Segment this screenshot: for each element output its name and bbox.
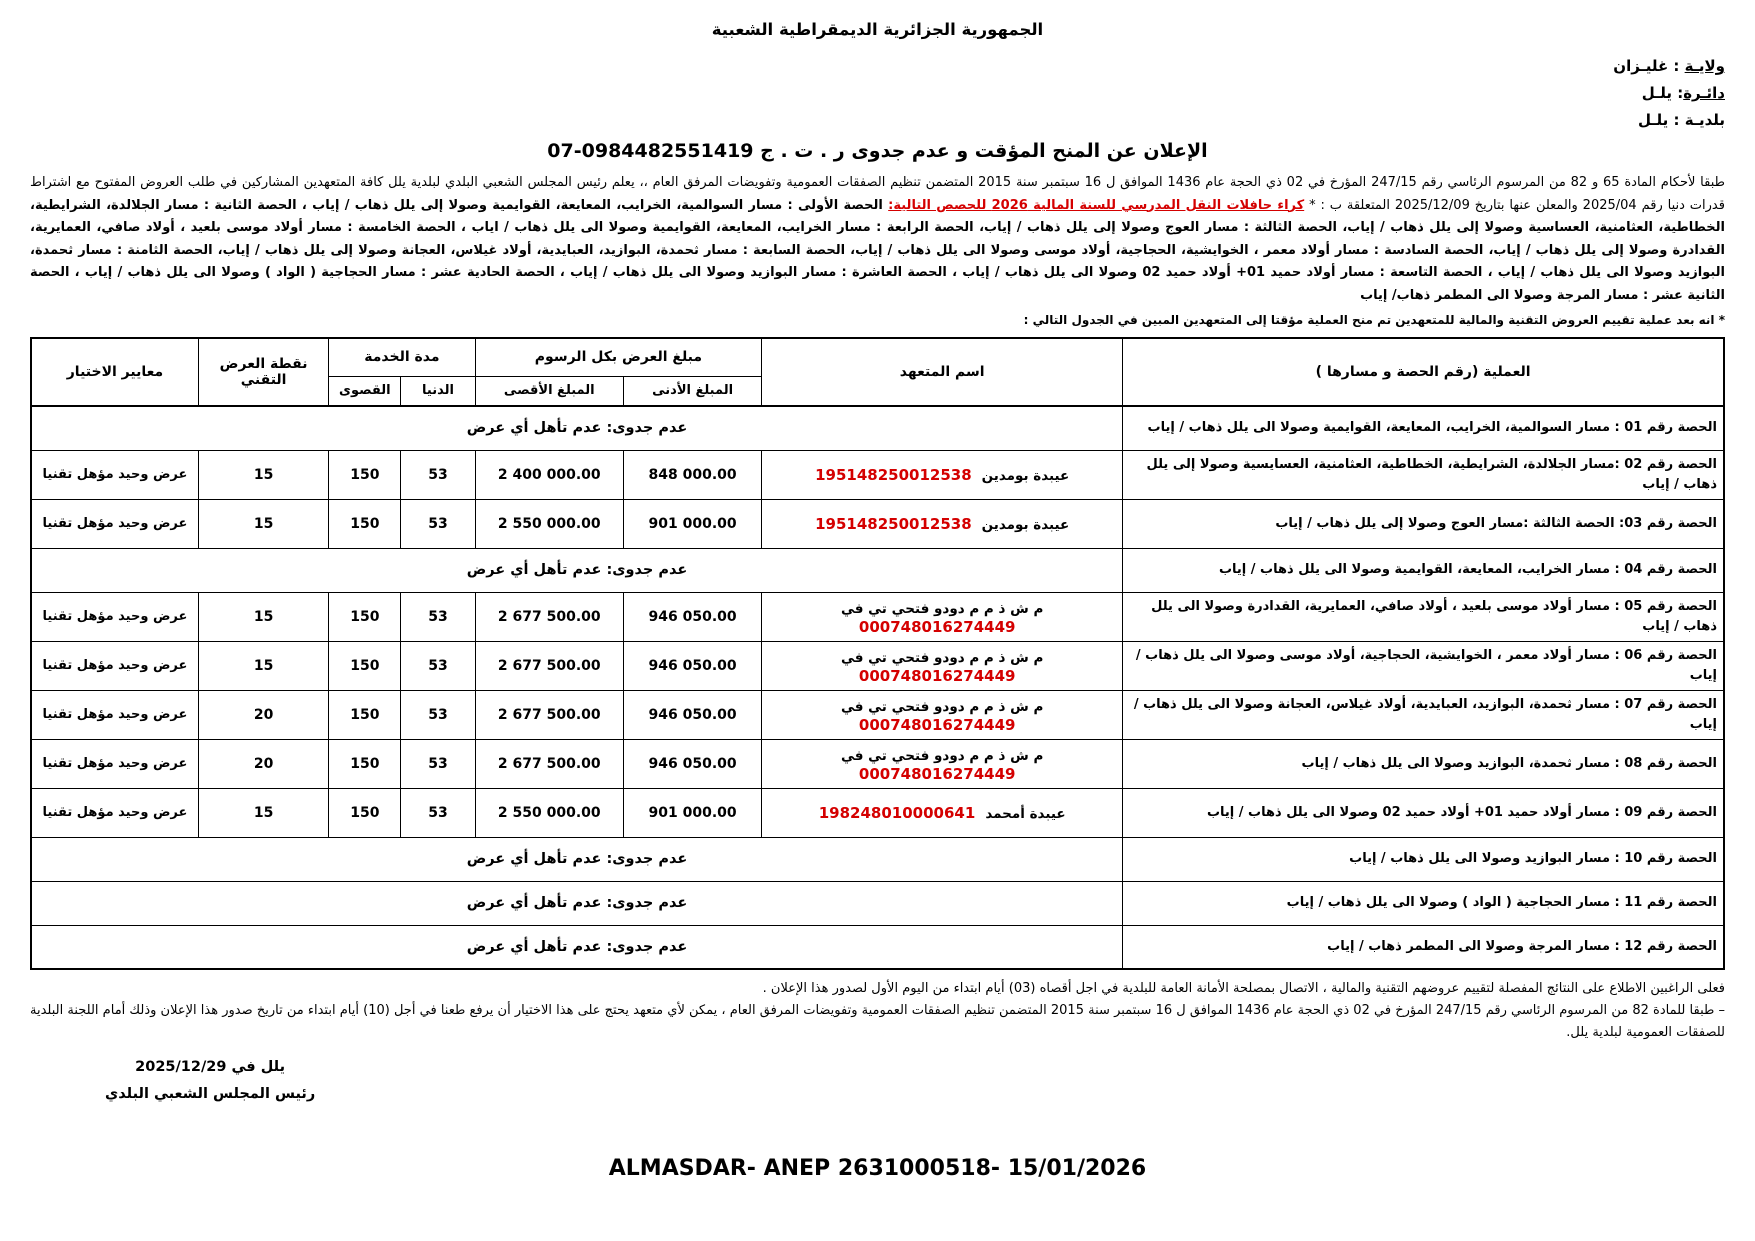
signature-title: رئيس المجلس الشعبي البلدي [105,1086,316,1102]
tech-score-cell: 15 [198,499,328,548]
duration-min-cell: 53 [401,739,475,788]
duration-max-cell: 150 [329,690,401,739]
operation-cell: الحصة رقم 09 : مسار أولاد حميد 01+ أولاد حميد 02 وصولا الى يلل ذهاب / إياب [1123,788,1724,837]
signature-block [30,1054,1725,1108]
tech-score-cell: 15 [198,641,328,690]
intro-note: * انه بعد عملية تقييم العروض التقنية والمالية للمتعهدين تم منح العملية مؤقتا إلى المتعهدين المبين في الجدول التالي : [1023,313,1725,327]
amount-min-cell: 901 000.00 [623,788,761,837]
tech-score-cell: 20 [198,739,328,788]
operation-cell: الحصة رقم 01 : مسار السوالمية، الخرايب، المعايعة، القوايمية وصولا الى يلل ذهاب / إياب [1123,406,1724,450]
tech-score-cell: 15 [198,788,328,837]
intro-paragraph [30,172,1725,307]
bidder-id: 198248010000641 [818,804,976,822]
bidder-id: 000748016274449 [858,666,1016,685]
amount-max-cell: 2 550 000.00 [475,499,623,548]
operation-cell: الحصة رقم 11 : مسار الحجاجية ( الواد ) وصولا الى يلل ذهاب / إياب [1123,881,1724,925]
duration-max-cell: 150 [329,739,401,788]
table-row-lot12 [31,925,1724,969]
col-header-criteria: معايير الاختيار [31,338,198,406]
bidder-cell [762,499,1123,548]
wilaya-value: : غليـزان [1613,57,1685,75]
page-title: الإعلان عن المنح المؤقت و عدم جدوى ر . ت . ج 0984482551419-07 [547,140,1208,162]
commune-line [30,107,1725,134]
table-row-lot04 [31,548,1724,592]
duration-max-cell: 150 [329,788,401,837]
amount-max-cell: 2 400 000.00 [475,450,623,499]
operation-cell: الحصة رقم 05 : مسار أولاد موسى بلعيد ، أولاد صافي، العمايرية، القدادرة وصولا الى يلل ذهاب / إياب [1123,592,1724,641]
table-row-lot10 [31,837,1724,881]
bidder-id: 000748016274449 [858,715,1016,734]
table-row-lot07 [31,690,1724,739]
bidder-id: 195148250012538 [815,466,972,484]
col-header-tech-score: نقطة العرض التقني [198,338,328,406]
table-row-lot02 [31,450,1724,499]
amount-min-cell: 946 050.00 [623,641,761,690]
operation-cell: الحصة رقم 04 : مسار الخرايب، المعايعة، القوايمية وصولا الى يلل ذهاب / إياب [1123,548,1724,592]
operation-cell: الحصة رقم 07 : مسار ثحمدة، البوازيد، العبايدية، أولاد غيلاس، العجانة وصولا الى يلل ذهاب / إياب [1123,690,1724,739]
amount-min-cell: 901 000.00 [623,499,761,548]
no-award-cell: عدم جدوى: عدم تأهل أي عرض [31,881,1123,925]
bidder-cell [762,592,1123,641]
criteria-cell: عرض وحيد مؤهل تقنيا [31,450,198,499]
daira-line [30,80,1725,107]
bidder-name: م ش ذ م م دودو فتحي تي في [840,698,1044,715]
bidder-cell [762,690,1123,739]
bidder-id: 195148250012538 [815,515,972,533]
bidder-name: م ش ذ م م دودو فتحي تي في [840,747,1044,764]
table-row-lot11 [31,881,1724,925]
amount-min-cell: 946 050.00 [623,690,761,739]
col-header-amount-min: المبلغ الأدنى [623,376,761,406]
duration-min-cell: 53 [401,641,475,690]
criteria-cell: عرض وحيد مؤهل تقنيا [31,499,198,548]
col-header-duration-max: القصوى [329,376,401,406]
bidder-id: 000748016274449 [858,764,1016,783]
daira-label: دائـرة [1683,84,1725,102]
col-header-amount-group: مبلغ العرض بكل الرسوم [475,338,762,376]
no-award-cell: عدم جدوى: عدم تأهل أي عرض [31,548,1123,592]
bidder-name: عيبدة أمحمد [985,806,1066,822]
criteria-cell: عرض وحيد مؤهل تقنيا [31,592,198,641]
bidder-cell [762,788,1123,837]
bidder-cell [762,739,1123,788]
duration-min-cell: 53 [401,592,475,641]
republic-header: الجمهورية الجزائرية الديمقراطية الشعبية [711,20,1044,39]
footer-note-1: فعلى الراغبين الاطلاع على النتائج المفصلة لتقييم عروضهم التقنية والمالية ، الاتصال بمصلحة الأمانة العامة للبلدية في اجل أقصاه (03) أيام ابتداء من اليوم الأول لصدور هذا الإعلان . [762,981,1725,996]
col-header-bidder: اسم المتعهد [762,338,1123,406]
no-award-cell: عدم جدوى: عدم تأهل أي عرض [31,837,1123,881]
operation-cell: الحصة رقم 06 : مسار أولاد معمر ، الخوايشية، الحجاجية، أولاد موسى وصولا الى يلل ذهاب / إياب [1123,641,1724,690]
col-header-operation: العملية (رقم الحصة و مسارها ) [1123,338,1724,406]
duration-min-cell: 53 [401,499,475,548]
duration-min-cell: 53 [401,690,475,739]
table-row-lot06 [31,641,1724,690]
signature-date: يلل في 2025/12/29 [135,1059,286,1075]
tech-score-cell: 15 [198,592,328,641]
no-award-cell: عدم جدوى: عدم تأهل أي عرض [31,406,1123,450]
footer-notes [30,978,1725,1044]
wilaya-label: ولايـة [1684,57,1725,75]
amount-max-cell: 2 677 500.00 [475,739,623,788]
bidder-name: عيبدة بومدين [981,517,1070,533]
intro-part2: الحصة الأولى : مسار السوالمية، الخرايب، المعايعة، القوايمية وصولا إلى يلل ذهاب / إياب ، الحصة الثانية : مسار الجلالدة، الشرايطية، الخطاطية، العثامنية، العساسية وصولا إلى يلل ذهاب / إياب، الحصة الثالثة : مسار العوج وصولا إلى يلل ذهاب / إياب، الحصة الرابعة : مسار الخرايب، المعايعة، القوايمية وصولا الى يلل ذهاب / اياب ، الحصة الخامسة : مسار أولاد موسى بلعيد ، أولاد صافي، العمايرية، القدادرة وصولا إلى يلل ذهاب / إياب، الحصة السادسة : مسار أولاد معمر ، الخوايشية، الحجاجية، أولاد موسى وصولا الى يلل ذهاب / إياب، الحصة السابعة : مسار ثحمدة، البوازيد، العبايدية، أولاد غيلاس، العجانة وصولا إلى يلل ذهاب / إياب، الحصة الثامنة : مسار ثحمدة، البوازيد وصولا الى يلل ذهاب / إياب ، الحصة التاسعة : مسار أولاد حميد 01+ أولاد حميد 02 وصولا الى يلل ذهاب / إياب ، الحصة العاشرة : مسار البوازيد وصولا الى يلل ذهاب / إياب ، الحصة الحادية عشر : مسار الحجاجية ( الواد ) وصولا الى يلل ذهاب / إياب ، الحصة الثانية عشر : مسار المرجة وصولا الى المطمر ذهاب/ إياب [30,197,1725,303]
duration-max-cell: 150 [329,499,401,548]
footer-note-2: – طبقا للمادة 82 من المرسوم الرئاسي رقم 247/15 المؤرخ في 02 ذي الحجة عام 1436 الموافق ل 16 سبتمبر سنة 2015 المتضمن تنظيم الصفقات العمومية وتفويضات المرفق العام ، يمكن لأي متعهد يحتج على هذا الاختيار أن يرفع طعنا في أجل (10) أيام ابتداء من تاريخ صدور هذا الإعلان وذلك أمام اللجنة البلدية للصفقات العمومية لبلدية يلل. [30,1003,1726,1040]
region-block [30,53,1725,134]
operation-cell: الحصة رقم 08 : مسار ثحمدة، البوازيد وصولا الى يلل ذهاب / إياب [1123,739,1724,788]
criteria-cell: عرض وحيد مؤهل تقنيا [31,739,198,788]
table-row-lot08 [31,739,1724,788]
amount-min-cell: 848 000.00 [623,450,761,499]
commune-value: : يلـل [1638,111,1685,129]
bidder-id: 000748016274449 [858,617,1016,636]
operation-cell: الحصة رقم 03: الحصة الثالثة :مسار العوج وصولا إلى يلل ذهاب / إياب [1123,499,1724,548]
bidder-name: عيبدة بومدين [981,468,1070,484]
daira-value: : يلـل [1641,84,1684,102]
table-row-lot09 [31,788,1724,837]
award-table [30,337,1725,970]
criteria-cell: عرض وحيد مؤهل تقنيا [31,788,198,837]
amount-max-cell: 2 677 500.00 [475,592,623,641]
criteria-cell: عرض وحيد مؤهل تقنيا [31,641,198,690]
commune-label: بلديـة [1684,111,1725,129]
operation-cell: الحصة رقم 10 : مسار البوازيد وصولا الى يلل ذهاب / إياب [1123,837,1724,881]
anep-reference: ALMASDAR- ANEP 2631000518- 15/01/2026 [608,1156,1147,1181]
duration-min-cell: 53 [401,450,475,499]
table-row-lot05 [31,592,1724,641]
criteria-cell: عرض وحيد مؤهل تقنيا [31,690,198,739]
tech-score-cell: 15 [198,450,328,499]
bidder-cell [762,641,1123,690]
col-header-duration-min: الدنيا [401,376,475,406]
duration-max-cell: 150 [329,592,401,641]
operation-cell: الحصة رقم 02 :مسار الجلالدة، الشرايطية، الخطاطية، العثامنية، العسايسية وصولا إلى يلل ذهاب / إياب [1123,450,1724,499]
amount-min-cell: 946 050.00 [623,739,761,788]
amount-max-cell: 2 677 500.00 [475,690,623,739]
col-header-duration-group: مدة الخدمة [329,338,475,376]
operation-cell: الحصة رقم 12 : مسار المرجة وصولا الى المطمر ذهاب / إياب [1123,925,1724,969]
tech-score-cell: 20 [198,690,328,739]
intro-red-segment: كراء حافلات النقل المدرسي للسنة المالية 2026 للحصص التالية: [888,197,1305,213]
duration-min-cell: 53 [401,788,475,837]
table-row-lot01 [31,406,1724,450]
bidder-cell [762,450,1123,499]
wilaya-line [30,53,1725,80]
duration-max-cell: 150 [329,450,401,499]
intro-part1: طبقا لأحكام المادة 65 و 82 من المرسوم الرئاسي رقم 247/15 المؤرخ في 02 ذي الحجة عام 1436 الموافق ل 16 سبتمبر سنة 2015 المتضمن تنظيم الصفقات العمومية وتفويضات المرفق العام ،، يعلم رئيس المجلس الشعبي البلدي لبلدية يلل كافة المتعهدين المشاركين في طلب العروض المفتوح مع اشتراط قدرات دنيا رقم 2025/04 والمعلن عنها بتاريخ 2025/12/09 المتعلقة ب : * [30,175,1725,213]
no-award-cell: عدم جدوى: عدم تأهل أي عرض [31,925,1123,969]
col-header-amount-max: المبلغ الأقصى [475,376,623,406]
duration-max-cell: 150 [329,641,401,690]
bidder-name: م ش ذ م م دودو فتحي تي في [840,600,1044,617]
amount-max-cell: 2 550 000.00 [475,788,623,837]
amount-min-cell: 946 050.00 [623,592,761,641]
amount-max-cell: 2 677 500.00 [475,641,623,690]
table-row-lot03 [31,499,1724,548]
bidder-name: م ش ذ م م دودو فتحي تي في [840,649,1044,666]
